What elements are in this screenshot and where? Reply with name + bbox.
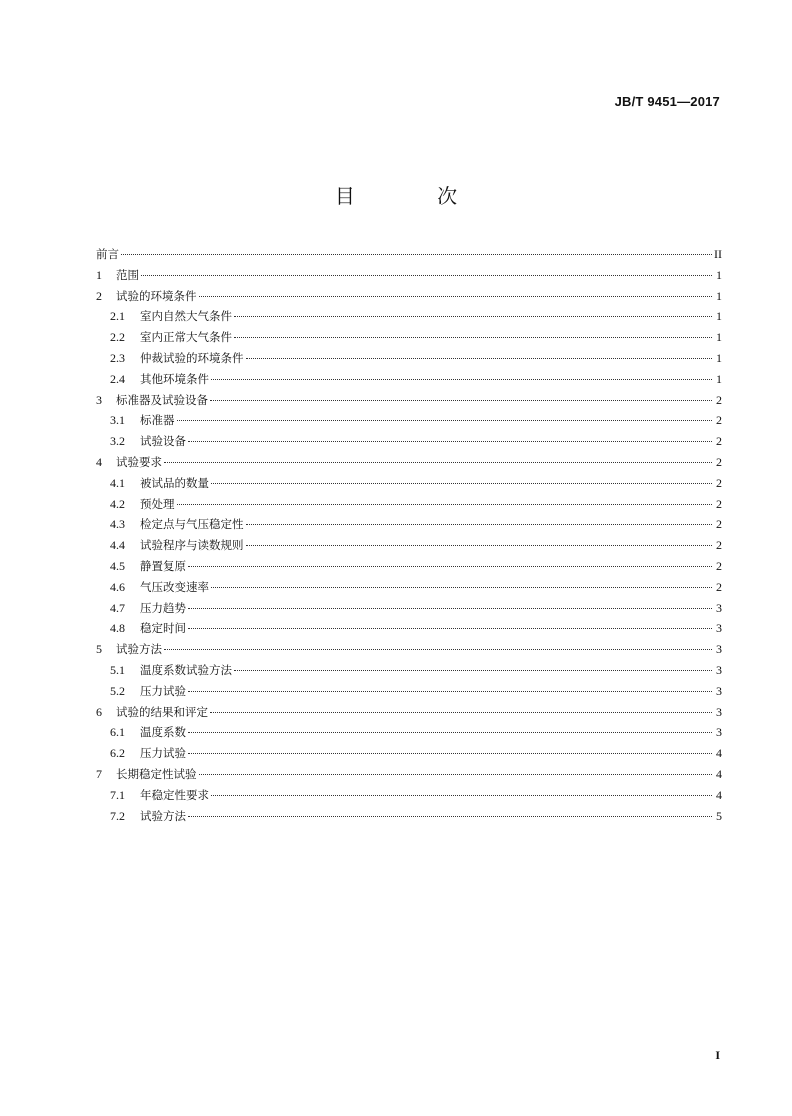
toc-dot-leader (246, 358, 713, 359)
toc-entry-label: 试验的结果和评定 (116, 704, 208, 719)
toc-entry-number: 4.8 (110, 621, 125, 636)
toc-entry-page: 1 (716, 267, 722, 282)
toc-entry-page: 3 (716, 662, 722, 677)
toc-entry-number: 6.1 (110, 725, 125, 740)
toc-entry-number: 4.6 (110, 579, 125, 594)
toc-dot-leader (234, 670, 712, 671)
toc-entry-number: 7 (96, 766, 102, 781)
toc-entry-number: 2.3 (110, 350, 125, 365)
toc-entry-label: 其他环境条件 (140, 371, 209, 386)
toc-entry[interactable] (96, 412, 722, 433)
toc-entry[interactable] (96, 433, 722, 454)
toc-entry-number: 1 (96, 267, 102, 282)
toc-entry-page: 3 (716, 621, 722, 636)
toc-entry-label: 稳定时间 (140, 621, 186, 636)
toc-entry-page: 2 (716, 517, 722, 532)
toc-dot-leader (188, 691, 712, 692)
toc-entry[interactable] (96, 787, 722, 808)
toc-entry-page: 3 (716, 704, 722, 719)
toc-entry-label: 标准器及试验设备 (116, 392, 208, 407)
toc-dot-leader (188, 732, 712, 733)
toc-dot-leader (234, 337, 712, 338)
toc-entry-number: 4.2 (110, 496, 125, 511)
toc-entry-page: 1 (716, 350, 722, 365)
toc-dot-leader (211, 587, 712, 588)
toc-entry[interactable] (96, 683, 722, 704)
toc-entry[interactable] (96, 537, 722, 558)
toc-entry-label: 温度系数 (140, 725, 186, 740)
toc-dot-leader (188, 441, 712, 442)
toc-dot-leader (121, 254, 712, 255)
toc-entry[interactable] (96, 496, 722, 517)
toc-entry-number: 5 (96, 642, 102, 657)
toc-entry[interactable] (96, 766, 722, 787)
toc-title: 目 次 (334, 184, 496, 208)
toc-entry-page: 1 (716, 288, 722, 303)
toc-entry-label: 静置复原 (140, 558, 186, 573)
toc-entry-page: 4 (716, 746, 722, 761)
toc-entry-page: 2 (716, 538, 722, 553)
toc-entry-label: 压力趋势 (140, 600, 186, 615)
toc-dot-leader (188, 628, 712, 629)
toc-entry-number: 4.7 (110, 600, 125, 615)
toc-entry-page: 5 (716, 808, 722, 823)
toc-entry-number: 4 (96, 454, 102, 469)
toc-entry-label: 年稳定性要求 (140, 787, 209, 802)
toc-dot-leader (177, 504, 713, 505)
toc-entry-label: 前言 (96, 247, 119, 261)
toc-entry-number: 2.1 (110, 309, 125, 324)
standard-number: JB/T 9451—2017 (614, 94, 720, 109)
toc-entry-label: 试验的环境条件 (116, 288, 197, 303)
toc-entry-number: 2.2 (110, 330, 125, 345)
toc-entry-number: 4.5 (110, 558, 125, 573)
toc-entry[interactable] (96, 308, 722, 329)
toc-entry[interactable] (96, 392, 722, 413)
toc-entry-label: 被试品的数量 (140, 475, 209, 490)
toc-entry[interactable] (96, 745, 722, 766)
toc-entry-label: 试验方法 (116, 642, 162, 657)
toc-entry-label: 气压改变速率 (140, 579, 209, 594)
toc-dot-leader (164, 462, 712, 463)
toc-entry[interactable] (96, 288, 722, 309)
toc-entry-page: 2 (716, 392, 722, 407)
toc-entry-label: 范围 (116, 267, 139, 282)
toc-entry[interactable] (96, 475, 722, 496)
toc-entry-page: 3 (716, 642, 722, 657)
toc-dot-leader (188, 816, 712, 817)
toc-entry-number: 2 (96, 288, 102, 303)
toc-entry-page: 2 (716, 454, 722, 469)
table-of-contents (96, 246, 722, 828)
toc-entry[interactable] (96, 641, 722, 662)
toc-entry-number: 5.2 (110, 683, 125, 698)
toc-entry-label: 试验设备 (140, 434, 186, 449)
toc-entry-label: 室内自然大气条件 (140, 309, 232, 324)
toc-dot-leader (164, 649, 712, 650)
toc-dot-leader (210, 712, 712, 713)
toc-entry-label: 温度系数试验方法 (140, 662, 232, 677)
toc-entry-number: 7.1 (110, 787, 125, 802)
toc-entry-page: 2 (716, 413, 722, 428)
toc-dot-leader (141, 275, 712, 276)
toc-entry-page: 2 (716, 475, 722, 490)
toc-entry-label: 压力试验 (140, 746, 186, 761)
toc-entry[interactable] (96, 329, 722, 350)
toc-entry-page: 3 (716, 683, 722, 698)
toc-entry-label: 试验方法 (140, 808, 186, 823)
toc-entry[interactable] (96, 724, 722, 745)
toc-entry-number: 4.1 (110, 475, 125, 490)
toc-entry-number: 3.2 (110, 434, 125, 449)
toc-entry[interactable] (96, 662, 722, 683)
toc-entry[interactable] (96, 808, 722, 829)
toc-dot-leader (246, 524, 713, 525)
toc-entry-label: 仲裁试验的环境条件 (140, 350, 244, 365)
toc-entry-number: 5.1 (110, 662, 125, 677)
toc-entry-number: 6 (96, 704, 102, 719)
toc-entry-page: II (714, 247, 722, 261)
toc-dot-leader (177, 420, 713, 421)
toc-entry-number: 3.1 (110, 413, 125, 428)
toc-entry[interactable] (96, 454, 722, 475)
toc-entry[interactable] (96, 704, 722, 725)
toc-entry-page: 4 (716, 766, 722, 781)
toc-entry-page: 3 (716, 725, 722, 740)
toc-entry-number: 7.2 (110, 808, 125, 823)
page-number: I (715, 1048, 720, 1062)
toc-entry-page: 1 (716, 371, 722, 386)
toc-entry[interactable] (96, 246, 722, 267)
toc-entry-number: 4.3 (110, 517, 125, 532)
toc-dot-leader (199, 774, 713, 775)
toc-entry-label: 压力试验 (140, 683, 186, 698)
toc-entry-page: 4 (716, 787, 722, 802)
toc-entry-page: 1 (716, 309, 722, 324)
toc-dot-leader (234, 316, 712, 317)
toc-entry-number: 2.4 (110, 371, 125, 386)
toc-entry-number: 6.2 (110, 746, 125, 761)
toc-entry[interactable] (96, 371, 722, 392)
toc-dot-leader (211, 795, 712, 796)
toc-dot-leader (211, 379, 712, 380)
toc-dot-leader (211, 483, 712, 484)
toc-entry-label: 试验要求 (116, 454, 162, 469)
toc-dot-leader (199, 296, 713, 297)
toc-dot-leader (188, 566, 712, 567)
toc-dot-leader (188, 608, 712, 609)
toc-entry[interactable] (96, 350, 722, 371)
toc-entry[interactable] (96, 267, 722, 288)
toc-entry-page: 2 (716, 579, 722, 594)
toc-entry-page: 3 (716, 600, 722, 615)
toc-entry-label: 室内正常大气条件 (140, 330, 232, 345)
toc-dot-leader (246, 545, 713, 546)
toc-entry-page: 2 (716, 434, 722, 449)
toc-entry-number: 3 (96, 392, 102, 407)
toc-entry-label: 标准器 (140, 413, 175, 428)
toc-entry-label: 试验程序与读数规则 (140, 538, 244, 553)
toc-entry-page: 1 (716, 330, 722, 345)
toc-entry-label: 长期稳定性试验 (116, 766, 197, 781)
toc-entry[interactable] (96, 620, 722, 641)
toc-entry[interactable] (96, 579, 722, 600)
toc-entry-page: 2 (716, 496, 722, 511)
toc-dot-leader (210, 400, 712, 401)
toc-entry-label: 检定点与气压稳定性 (140, 517, 244, 532)
toc-entry-label: 预处理 (140, 496, 175, 511)
toc-dot-leader (188, 753, 712, 754)
toc-entry[interactable] (96, 558, 722, 579)
toc-entry-page: 2 (716, 558, 722, 573)
toc-entry-number: 4.4 (110, 538, 125, 553)
toc-entry[interactable] (96, 600, 722, 621)
toc-entry[interactable] (96, 516, 722, 537)
